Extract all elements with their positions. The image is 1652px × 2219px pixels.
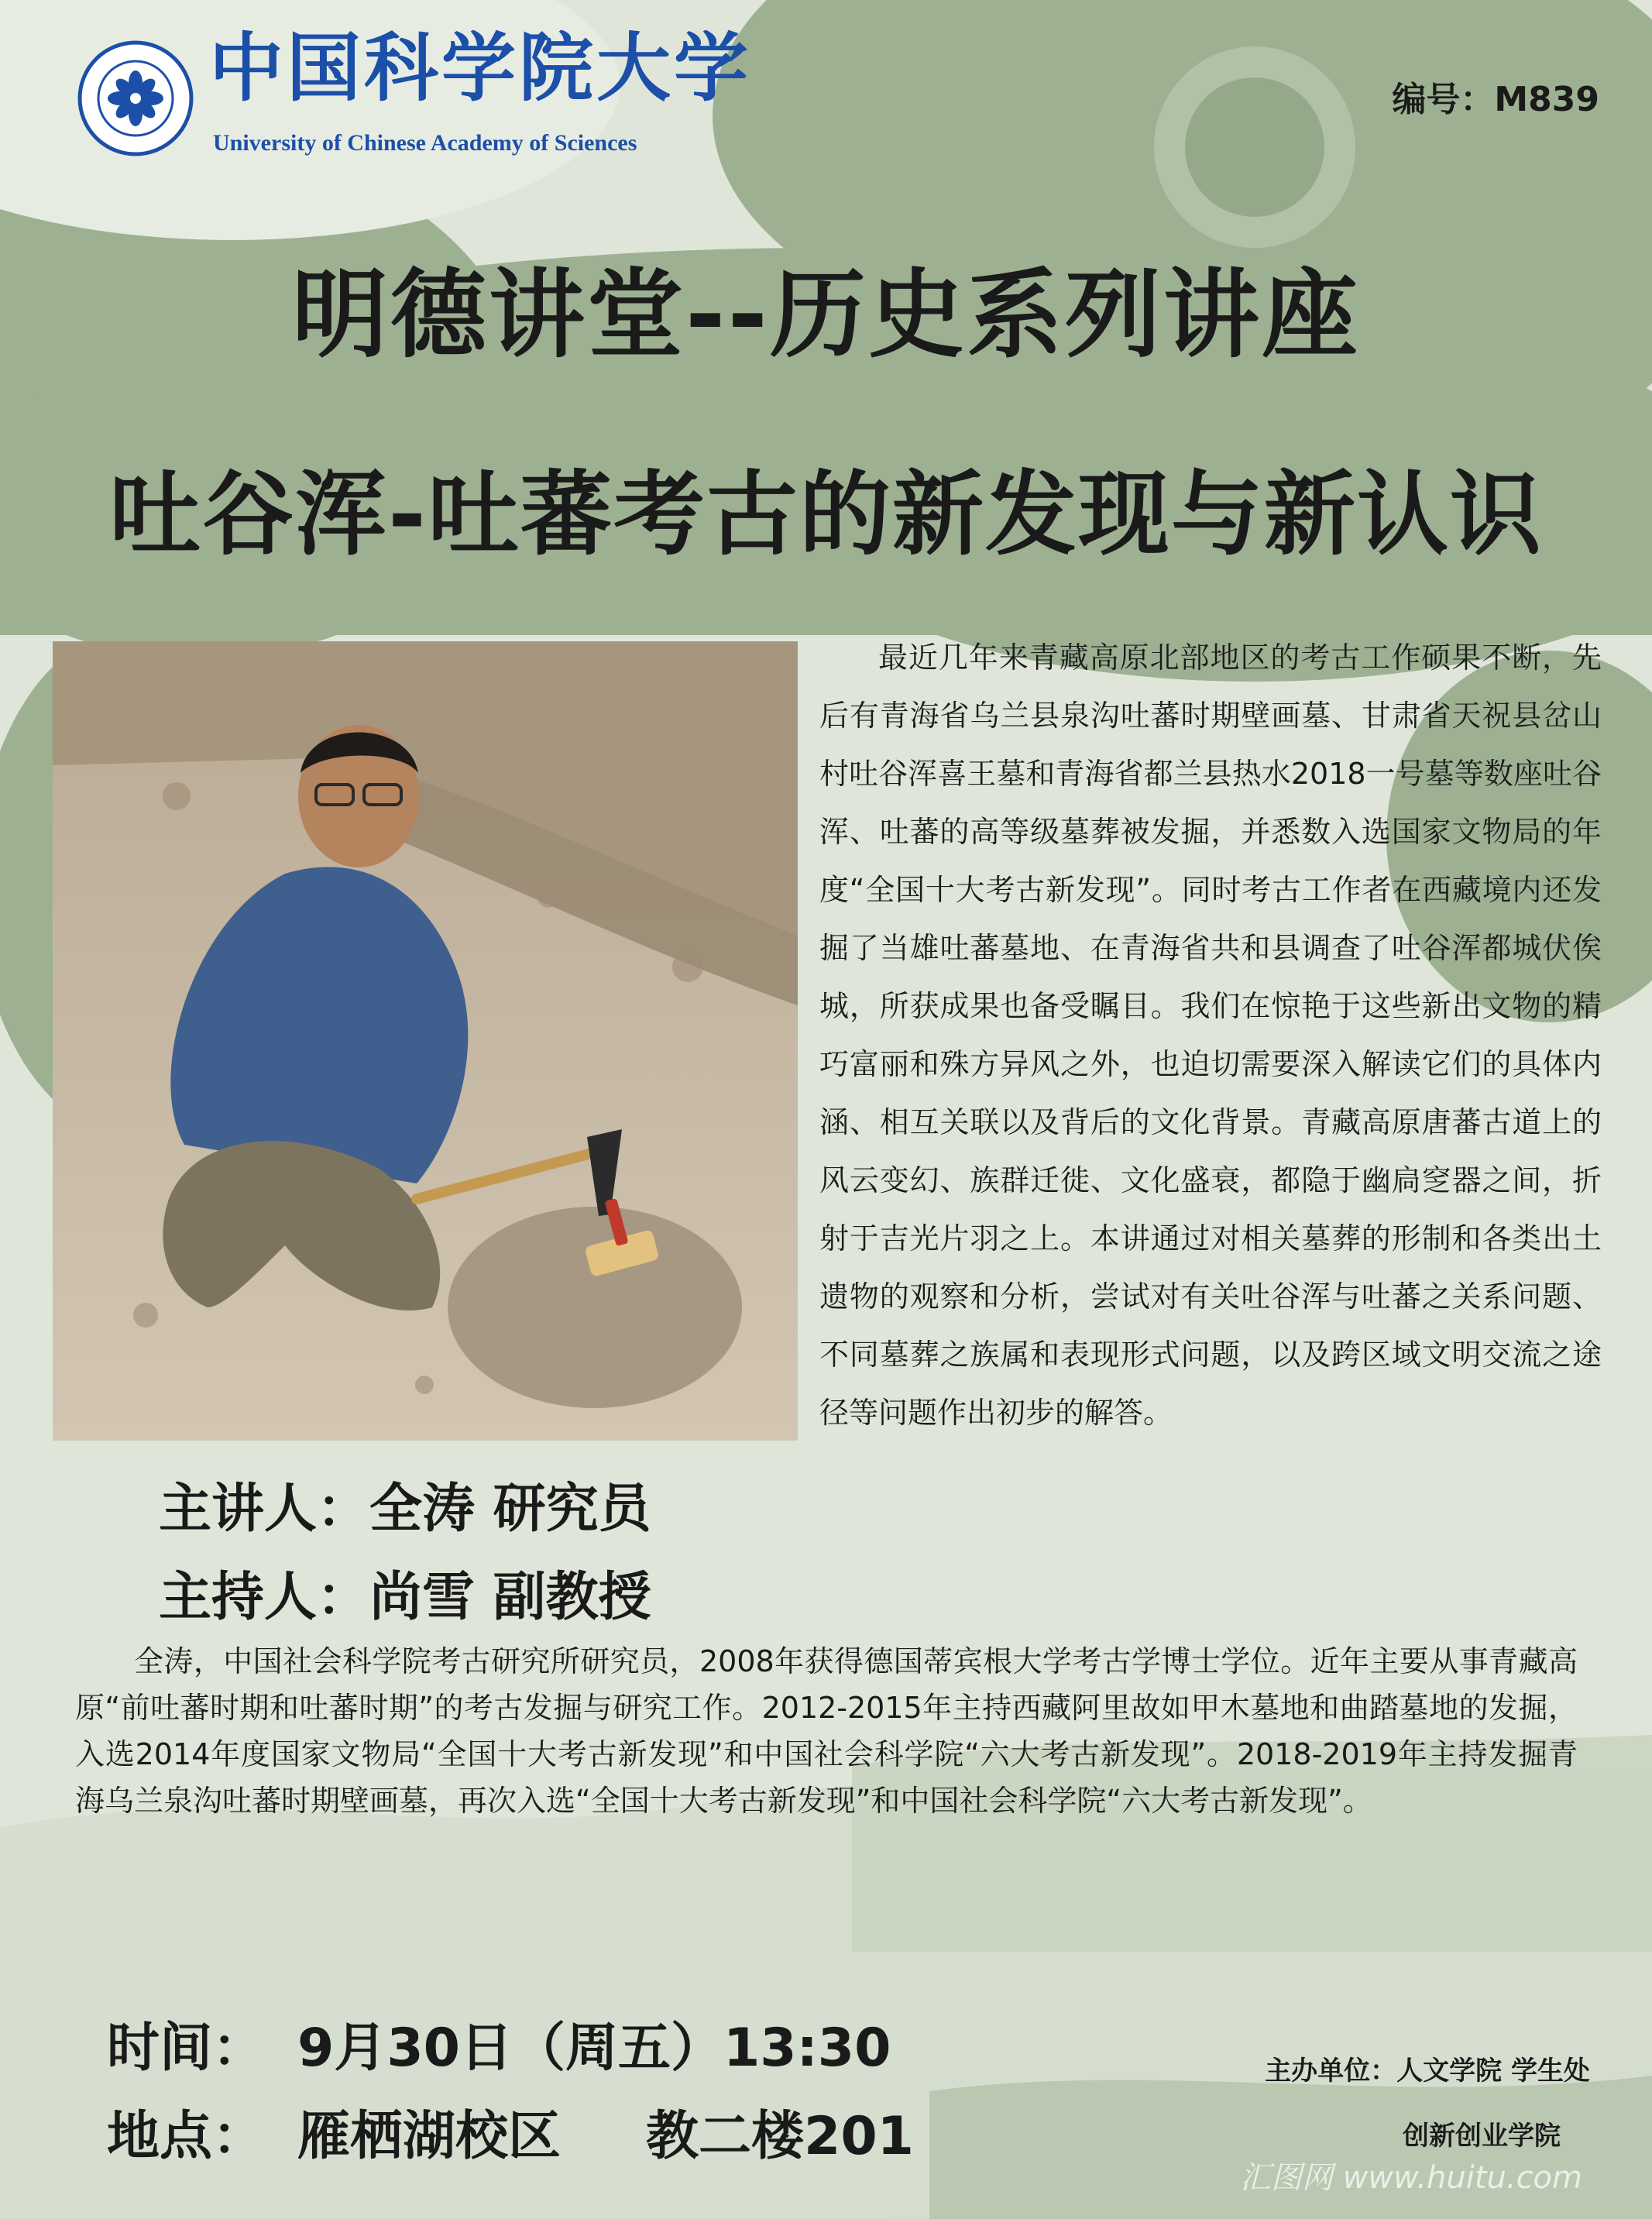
lecture-abstract: 最近几年来青藏高原北部地区的考古工作硕果不断，先后有青海省乌兰县泉沟吐蕃时期壁画墓、甘肃省天祝县岔山村吐谷浑喜王墓和青海省都兰县热水2018一号墓等数座吐谷浑、吐蕃的高等级墓葬被发掘，并悉数入选国家文物局的年度“全国十大考古新发现”。同时考古工作者在西藏境内还发掘了当雄吐蕃墓地、在青海省共和县调查了吐谷浑都城伏俟城，所获成果也备受瞩目。我们在惊艳于这些新出文物的精巧富丽和殊方异风之外，也迫切需要深入解读它们的具体内涵、相互关联以及背后的文化背景。青藏高原唐蕃古道上的风云变幻、族群迁徙、文化盛衰，都隐于幽扃窆器之间，折射于吉光片羽之上。本讲通过对相关墓葬的形制和各类出土遗物的观察和分析，尝试对有关吐谷浑与吐蕃之关系问题、不同墓葬之族属和表现形式问题，以及跨区域文明交流之途径等问题作出初步的解答。 [819,641,1602,1430]
speaker-photo [53,641,798,1441]
university-name-cn: 中国科学院大学 [209,24,751,112]
lecture-title: 吐谷浑-吐蕃考古的新发现与新认识 [109,461,1543,568]
place-label: 地点： [107,2106,266,2167]
poster-code: 编号：M839 [1392,80,1599,119]
time-row [107,2004,914,2093]
watermark: 汇图网 www.huitu.com [1239,2160,1582,2196]
time-label: 时间： [107,2018,266,2079]
organizer [1265,2039,1590,2169]
place-building: 教二楼201 [646,2106,914,2167]
organizer-line-2: 创新创业学院 [1403,2121,1561,2152]
event-info [107,2004,914,2181]
speaker-info [159,1465,651,1642]
lecturer-line: 主讲人：全涛 研究员 [159,1479,651,1540]
place-campus: 雁栖湖校区 [297,2106,562,2167]
place-row [107,2093,914,2181]
series-title: 明德讲堂--历史系列讲座 [292,259,1360,371]
speaker-biography: 全涛，中国社会科学院考古研究所研究员，2008年获得德国蒂宾根大学考古学博士学位。近年主要从事青藏高原“前吐蕃时期和吐蕃时期”的考古发掘与研究工作。2012-2015年主持西藏阿里故如甲木墓地和曲踏墓地的发掘，入选2014年度国家文物局“全国十大考古新发现”和中国社会科学院“六大考古新发现”。2018-2019年主持发掘青海乌兰泉沟吐蕃时期壁画墓，再次入选“全国十大考古新发现”和中国社会科学院“六大考古新发现”。 [75,1644,1578,1818]
organizer-line-1: 主办单位：人文学院 学生处 [1265,2056,1590,2087]
university-name-en: University of Chinese Academy of Sciences [213,130,637,156]
time-value: 9月30日（周五）13:30 [297,2018,891,2079]
host-line: 主持人：尚雪 副教授 [159,1567,651,1628]
ucas-emblem-icon [77,40,194,156]
